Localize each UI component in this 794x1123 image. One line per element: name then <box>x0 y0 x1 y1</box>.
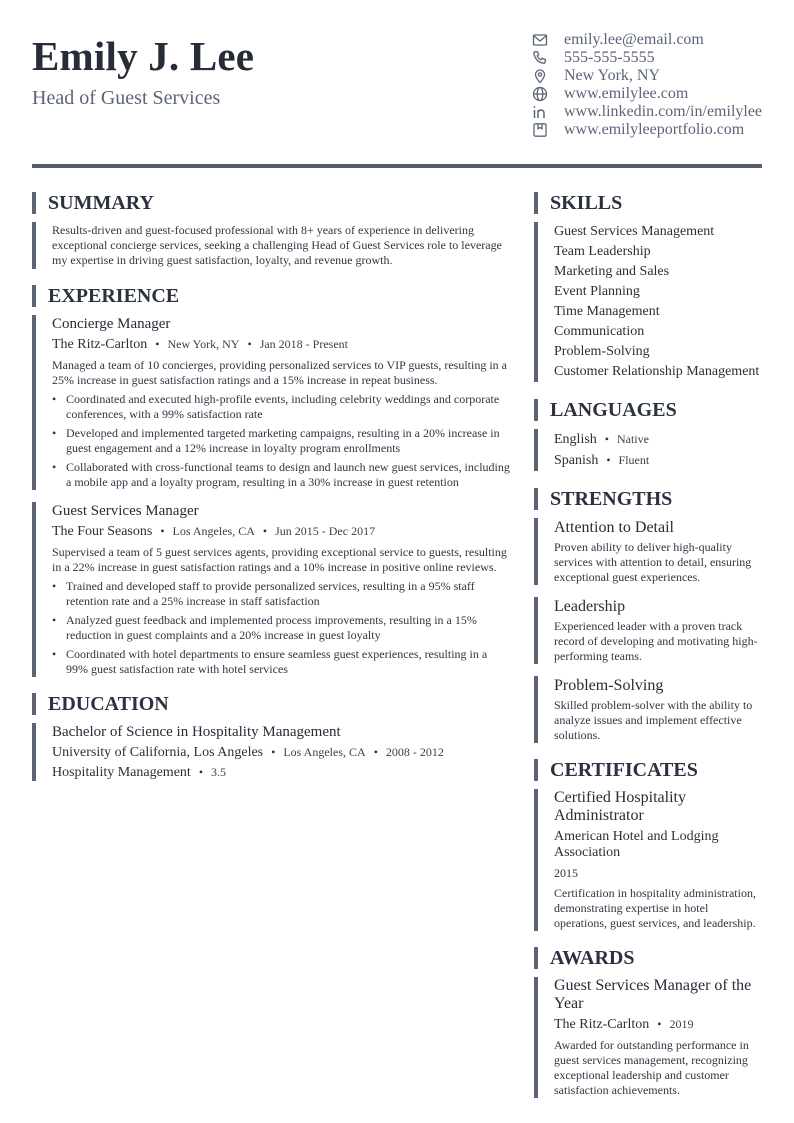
skills-heading: SKILLS <box>534 192 762 214</box>
strength-text: Proven ability to deliver high-quality services with attention to detail, ensuring exceptional guest experiences. <box>554 540 752 584</box>
summary-block <box>32 222 512 269</box>
education-field: Hospitality Management <box>52 765 191 780</box>
strength-text: Skilled problem-solver with the ability to analyze issues and implement effective solutions. <box>554 698 753 742</box>
side-column <box>534 192 762 1098</box>
language-level: Fluent <box>618 453 650 467</box>
job-bullet: • Coordinated with hotel departments to ensure seamless guest experiences, resulting in a 99% guest satisfaction rate with hotel services <box>52 647 512 677</box>
job-bullet: • Collaborated with cross-functional teams to design and launch new guest services, including a mobile app and a loyalty program, resulting in a 30% increase in guest retention <box>52 460 512 490</box>
contact-portfolio[interactable] <box>531 121 781 139</box>
award-item <box>534 977 762 1098</box>
candidate-role: Head of Guest Services <box>32 87 221 109</box>
education-gpa: 3.5 <box>211 765 227 779</box>
contact-phone-text: 555-555-5555 <box>564 49 655 66</box>
education-heading: EDUCATION <box>32 693 512 715</box>
skill-item: Time Management <box>554 304 660 319</box>
language-level: Native <box>616 432 649 446</box>
strength-text: Experienced leader with a proven track record of developing and motivating high-performing teams. <box>554 619 758 663</box>
certificate-year: 2015 <box>554 866 578 880</box>
awards-heading: AWARDS <box>534 947 762 969</box>
certificate-text: Certification in hospitality administration, demonstrating expertise in hotel operations, guest services, and leadership. <box>554 886 756 930</box>
strength-title: Leadership <box>554 598 626 615</box>
linkedin-icon <box>531 103 549 121</box>
strength-item <box>534 597 762 664</box>
location-icon <box>531 67 549 85</box>
job-bullet: • Developed and implemented targeted marketing campaigns, resulting in a 20% increase in guest engagement and a 12% increase in loyalty program enrollments <box>52 426 512 456</box>
job-bullets <box>52 579 512 677</box>
language-name: English <box>554 432 597 447</box>
job-entry <box>32 315 512 490</box>
header-divider <box>32 164 762 168</box>
skill-item: Event Planning <box>554 284 640 299</box>
summary-text: Results-driven and guest-focused professional with 8+ years of experience in delivering exceptional concierge services, seeking a challenging Head of Guest Services role to leverage my expertise in driving guest satisfaction, loyalty, and revenue growth. <box>52 223 502 267</box>
award-meta: The Ritz-Carlton • 2019 <box>554 1017 694 1032</box>
strengths-heading: STRENGTHS <box>534 488 762 510</box>
portfolio-icon <box>531 121 549 139</box>
education-dates: 2008 - 2012 <box>385 745 444 759</box>
certificate-org: American Hotel and Lodging Association <box>554 829 719 860</box>
job-title: Concierge Manager <box>52 316 171 332</box>
phone-icon <box>531 49 549 67</box>
job-company: The Four Seasons <box>52 524 153 539</box>
email-icon <box>531 31 549 49</box>
school-name: University of California, Los Angeles <box>52 745 264 760</box>
certificate-title: Certified Hospitality Administrator <box>554 789 686 824</box>
certificates-heading: CERTIFICATES <box>534 759 762 781</box>
strength-title: Attention to Detail <box>554 519 674 536</box>
skill-item: Guest Services Management <box>554 224 715 239</box>
contact-website[interactable] <box>531 85 781 103</box>
language-item: English • Native <box>554 429 762 450</box>
job-location: New York, NY <box>167 337 240 351</box>
skill-item: Customer Relationship Management <box>554 364 760 379</box>
job-meta: The Four Seasons • Los Angeles, CA • Jun 2015 - Dec 2017 <box>52 524 376 539</box>
contact-portfolio-text: www.emilyleeportfolio.com <box>564 121 745 138</box>
contact-email[interactable] <box>531 31 781 49</box>
job-title: Guest Services Manager <box>52 503 199 519</box>
job-description: Managed a team of 10 concierges, providing personalized services to VIP guests, resulting in a 25% increase in guest satisfaction ratings and a 15% increase in repeat business. <box>52 358 507 387</box>
education-field-line: Hospitality Management • 3.5 <box>52 765 227 780</box>
job-description: Supervised a team of 5 guest services agents, providing exceptional service to guests, resulting in a 22% increase in guest satisfaction ratings and a 10% increase in positive online reviews. <box>52 545 507 574</box>
skill-item: Team Leadership <box>554 244 651 259</box>
globe-icon <box>531 85 549 103</box>
experience-heading: EXPERIENCE <box>32 285 512 307</box>
candidate-name: Emily J. Lee <box>32 33 255 79</box>
languages-block <box>534 429 762 471</box>
skill-item: Problem-Solving <box>554 344 650 359</box>
skill-item: Communication <box>554 324 645 339</box>
award-org: The Ritz-Carlton <box>554 1017 650 1032</box>
degree-title: Bachelor of Science in Hospitality Management <box>52 724 341 740</box>
contact-email-text: emily.lee@email.com <box>564 31 704 48</box>
job-dates: Jan 2018 - Present <box>259 337 349 351</box>
education-meta: University of California, Los Angeles • Los Angeles, CA • 2008 - 2012 <box>52 745 444 760</box>
job-location: Los Angeles, CA <box>172 524 255 538</box>
strength-title: Problem-Solving <box>554 677 664 694</box>
contact-website-text: www.emilylee.com <box>564 85 689 102</box>
contact-linkedin-text: www.linkedin.com/in/emilylee <box>564 103 763 120</box>
contact-list <box>531 31 781 139</box>
job-bullet: • Coordinated and executed high-profile events, including celebrity weddings and corporate conferences, with a 99% satisfaction rate <box>52 392 512 422</box>
job-bullet: • Trained and developed staff to provide personalized services, resulting in a 95% staff retention rate and a 25% increase in staff satisfaction <box>52 579 512 609</box>
award-title: Guest Services Manager of the Year <box>554 977 752 1012</box>
language-name: Spanish <box>554 453 599 468</box>
strength-item <box>534 676 762 743</box>
school-location: Los Angeles, CA <box>283 745 366 759</box>
job-entry <box>32 502 512 677</box>
main-column <box>32 192 512 781</box>
strength-item <box>534 518 762 585</box>
contact-linkedin[interactable] <box>531 103 781 121</box>
certificate-item <box>534 789 762 931</box>
education-block <box>32 723 512 781</box>
job-bullets <box>52 392 512 490</box>
skill-item: Marketing and Sales <box>554 264 670 279</box>
skills-block <box>534 222 762 382</box>
contact-phone[interactable] <box>531 49 781 67</box>
award-year: 2019 <box>669 1017 694 1031</box>
languages-heading: LANGUAGES <box>534 399 762 421</box>
award-text: Awarded for outstanding performance in guest services management, recognizing exceptional leadership and customer satisfaction achievements. <box>554 1038 749 1097</box>
job-bullet: • Analyzed guest feedback and implemented process improvements, resulting in a 15% reduction in guest complaints and a 20% increase in guest loyalty <box>52 613 512 643</box>
job-meta: The Ritz-Carlton • New York, NY • Jan 2018 - Present <box>52 337 349 352</box>
job-dates: Jun 2015 - Dec 2017 <box>275 524 376 538</box>
contact-location-text: New York, NY <box>564 67 661 84</box>
summary-heading: SUMMARY <box>32 192 512 214</box>
language-item: Spanish • Fluent <box>554 450 762 471</box>
contact-location <box>531 67 781 85</box>
job-company: The Ritz-Carlton <box>52 337 148 352</box>
